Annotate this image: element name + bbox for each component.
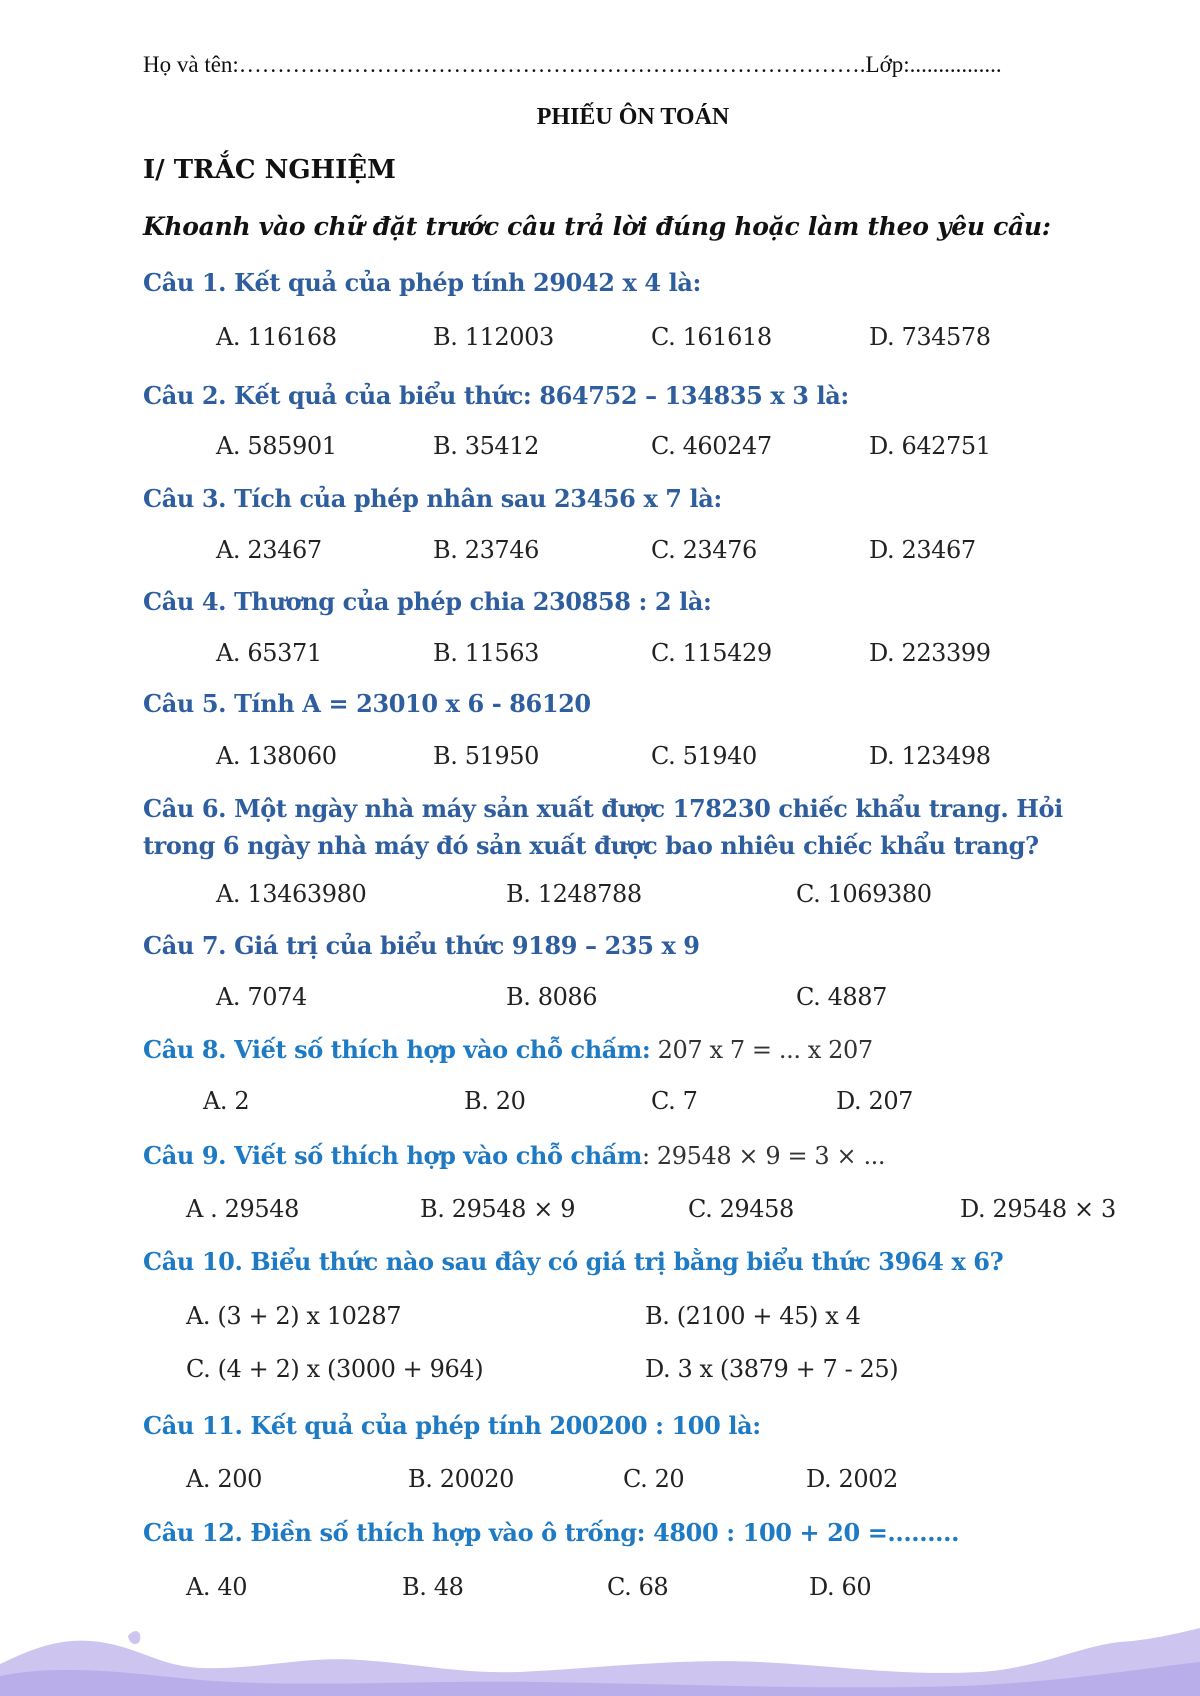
q9-option-a[interactable]: A . 29548 xyxy=(186,1195,299,1223)
q9-option-c[interactable]: C. 29458 xyxy=(688,1195,794,1223)
question-3: Câu 3. Tích của phép nhân sau 23456 x 7 là: xyxy=(143,484,722,513)
q3-option-b[interactable]: B. 23746 xyxy=(433,536,540,564)
q3-option-a[interactable]: A. 23467 xyxy=(216,536,322,564)
question-8-prompt: Câu 8. Viết số thích hợp vào chỗ chấm: xyxy=(143,1035,651,1064)
q3-option-c[interactable]: C. 23476 xyxy=(651,536,757,564)
worksheet-title: PHIẾU ÔN TOÁN xyxy=(536,104,730,130)
q6-option-b[interactable]: B. 1248788 xyxy=(506,880,642,908)
q10-option-c[interactable]: C. (4 + 2) x (3000 + 964) xyxy=(186,1355,484,1383)
section-title: I/ TRẮC NGHIỆM xyxy=(143,155,396,185)
question-12: Câu 12. Điền số thích hợp vào ô trống: 4800 : 100 + 20 =......... xyxy=(143,1518,960,1547)
q8-option-b[interactable]: B. 20 xyxy=(464,1087,526,1115)
question-2: Câu 2. Kết quả của biểu thức: 864752 – 134835 x 3 là: xyxy=(143,381,849,410)
q10-option-b[interactable]: B. (2100 + 45) x 4 xyxy=(645,1302,861,1330)
q6-option-c[interactable]: C. 1069380 xyxy=(796,880,932,908)
q4-option-d[interactable]: D. 223399 xyxy=(869,639,991,667)
q8-option-d[interactable]: D. 207 xyxy=(836,1087,914,1115)
q8-option-a[interactable]: A. 2 xyxy=(203,1087,250,1115)
q10-option-a[interactable]: A. (3 + 2) x 10287 xyxy=(186,1302,402,1330)
question-9-expression: : 29548 × 9 = 3 × ... xyxy=(641,1142,886,1170)
q11-option-b[interactable]: B. 20020 xyxy=(408,1465,515,1493)
q2-option-b[interactable]: B. 35412 xyxy=(433,432,540,460)
q5-option-b[interactable]: B. 51950 xyxy=(433,742,540,770)
q3-option-d[interactable]: D. 23467 xyxy=(869,536,976,564)
decorative-wave-footer xyxy=(0,1606,1200,1696)
question-8 xyxy=(143,1035,873,1064)
q12-option-a[interactable]: A. 40 xyxy=(186,1573,248,1601)
q4-option-c[interactable]: C. 115429 xyxy=(651,639,772,667)
question-9 xyxy=(143,1141,885,1170)
question-6: Câu 6. Một ngày nhà máy sản xuất được 178230 chiếc khẩu trang. Hỏi trong 6 ngày nhà máy đó sản xuất được bao nhiêu chiếc khẩu trang? xyxy=(143,794,1063,860)
question-7: Câu 7. Giá trị của biểu thức 9189 – 235 x 9 xyxy=(143,931,700,960)
q7-option-c[interactable]: C. 4887 xyxy=(796,983,888,1011)
q12-option-b[interactable]: B. 48 xyxy=(402,1573,464,1601)
q2-option-c[interactable]: C. 460247 xyxy=(651,432,772,460)
question-10: Câu 10. Biểu thức nào sau đây có giá trị bằng biểu thức 3964 x 6? xyxy=(143,1247,1004,1276)
q5-option-d[interactable]: D. 123498 xyxy=(869,742,991,770)
q1-option-b[interactable]: B. 112003 xyxy=(433,323,554,351)
q11-option-d[interactable]: D. 2002 xyxy=(806,1465,898,1493)
q1-option-d[interactable]: D. 734578 xyxy=(869,323,991,351)
q1-option-a[interactable]: A. 116168 xyxy=(216,323,337,351)
question-11: Câu 11. Kết quả của phép tính 200200 : 100 là: xyxy=(143,1411,761,1440)
q4-option-b[interactable]: B. 11563 xyxy=(433,639,540,667)
q2-option-d[interactable]: D. 642751 xyxy=(869,432,991,460)
instruction: Khoanh vào chữ đặt trước câu trả lời đúng hoặc làm theo yêu cầu: xyxy=(143,212,1051,241)
q11-option-a[interactable]: A. 200 xyxy=(186,1465,262,1493)
question-8-expression: 207 x 7 = ... x 207 xyxy=(650,1036,873,1064)
q9-option-d[interactable]: D. 29548 × 3 xyxy=(960,1195,1116,1223)
q6-option-a[interactable]: A. 13463980 xyxy=(216,880,367,908)
q9-option-b[interactable]: B. 29548 × 9 xyxy=(420,1195,576,1223)
q1-option-c[interactable]: C. 161618 xyxy=(651,323,772,351)
q2-option-a[interactable]: A. 585901 xyxy=(216,432,337,460)
q10-option-d[interactable]: D. 3 x (3879 + 7 - 25) xyxy=(645,1355,899,1383)
question-4: Câu 4. Thương của phép chia 230858 : 2 là: xyxy=(143,587,712,616)
q8-option-c[interactable]: C. 7 xyxy=(651,1087,698,1115)
question-1: Câu 1. Kết quả của phép tính 29042 x 4 là: xyxy=(143,268,701,297)
q7-option-b[interactable]: B. 8086 xyxy=(506,983,598,1011)
question-5: Câu 5. Tính A = 23010 x 6 - 86120 xyxy=(143,689,591,718)
q5-option-a[interactable]: A. 138060 xyxy=(216,742,337,770)
student-name-class-line: Họ và tên:……………………………………………………………………….Lớp:................ xyxy=(143,52,1002,77)
q12-option-d[interactable]: D. 60 xyxy=(809,1573,872,1601)
q11-option-c[interactable]: C. 20 xyxy=(623,1465,685,1493)
q7-option-a[interactable]: A. 7074 xyxy=(216,983,307,1011)
question-9-prompt: Câu 9. Viết số thích hợp vào chỗ chấm xyxy=(143,1141,642,1170)
q12-option-c[interactable]: C. 68 xyxy=(607,1573,669,1601)
q4-option-a[interactable]: A. 65371 xyxy=(216,639,322,667)
q5-option-c[interactable]: C. 51940 xyxy=(651,742,757,770)
